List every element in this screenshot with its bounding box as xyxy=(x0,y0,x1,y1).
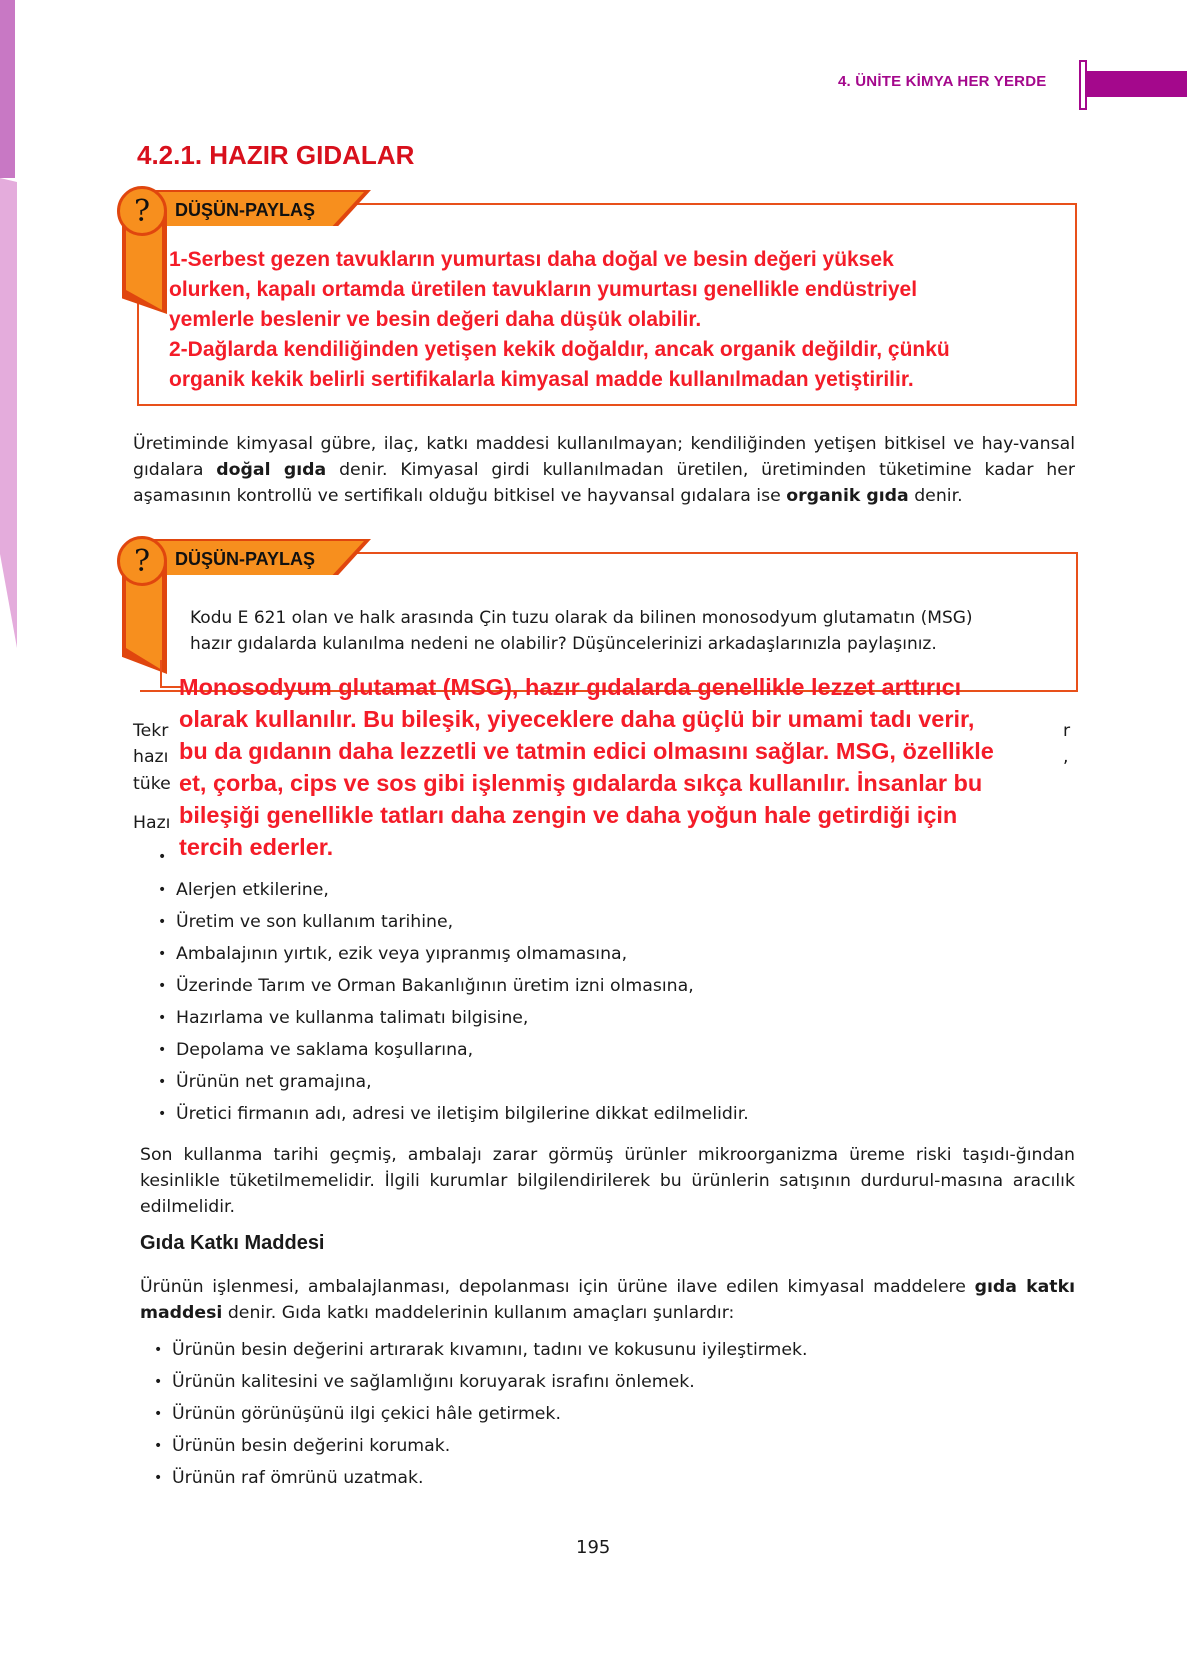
list-item: • Hazırlama ve kullanma talimatı bilgisine, xyxy=(156,1002,749,1034)
text: Ürünün işlenmesi, ambalajlanması, depolanması için ürüne ilave edilen kimyasal maddelere xyxy=(140,1277,975,1297)
list-item: • Üretim ve son kullanım tarihine, xyxy=(156,906,749,938)
think-share-label-2: DÜŞÜN-PAYLAŞ xyxy=(175,549,316,569)
list-item: • Üretici firmanın adı, adresi ve iletişim bilgilerine dikkat edilmelidir. xyxy=(156,1098,749,1130)
section-title: 4.2.1. HAZIR GIDALAR xyxy=(137,140,415,170)
paragraph-expired-products: Son kullanma tarihi geçmiş, ambalajı zarar görmüş ürünler mikroorganizma üreme riski taşıdı-ğından kesinlikle tüketilmemelidir. İlgili kurumlar bilgilendirilerek bu ürünlerin satışının durdurul-masına aracılık edilmelidir. xyxy=(140,1145,1075,1217)
side-decoration-dark xyxy=(0,0,15,178)
think-share-label-1: DÜŞÜN-PAYLAŞ xyxy=(175,200,316,220)
list-item: • Alerjen etkilerine, xyxy=(156,874,749,906)
additives-heading: Gıda Katkı Maddesi xyxy=(140,1232,325,1254)
unit-title: 4. ÜNİTE KİMYA HER YERDE xyxy=(838,73,1047,90)
answer-line: olurken, kapalı ortamda üretilen tavukların yumurtası genellikle endüstriyel xyxy=(169,278,918,301)
occluded-fragment: , xyxy=(1063,747,1069,767)
question-line: hazır gıdalarda kulanılma nedeni ne olabilir? Düşüncelerinizi arkadaşlarınızla paylaşınız. xyxy=(190,634,937,654)
text: denir. Gıda katkı maddelerinin kullanım amaçları şunlardır: xyxy=(222,1303,735,1323)
occluded-fragment: r xyxy=(1063,721,1071,741)
occluded-fragment: hazı xyxy=(133,747,169,767)
occluded-fragment: tüke xyxy=(133,774,171,794)
term-organic-food: organik gıda xyxy=(786,486,909,506)
think-share-answer-1 xyxy=(169,245,950,395)
list-item: • Ürünün net gramajına, xyxy=(156,1066,749,1098)
answer-line: 1-Serbest gezen tavukların yumurtası daha doğal ve besin değeri yüksek xyxy=(169,248,894,271)
occluded-fragment: Tekr xyxy=(133,721,169,741)
answer-line: Monosodyum glutamat (MSG), hazır gıdalarda genellikle lezzet arttırıcı xyxy=(179,674,962,700)
question-line: Kodu E 621 olan ve halk arasında Çin tuzu olarak da bilinen monosodyum glutamatın (MSG) xyxy=(190,608,973,628)
answer-line: bileşiği genellikle tatları daha zengin ve daha yoğun hale getirdiği için xyxy=(179,802,958,828)
paragraph-natural-organic xyxy=(133,431,1075,509)
text: Üretiminde kimyasal gübre, ilaç, katkı maddesi kullanılmayan; kendiliğinden yetişen bitkisel ve hay-vansal gıdalara xyxy=(133,434,1075,480)
list-item: • Ambalajının yırtık, ezik veya yıpranmış olmamasına, xyxy=(156,938,749,970)
occluded-fragment: Hazı xyxy=(133,813,171,833)
list-item: • Depolama ve saklama koşullarına, xyxy=(156,1034,749,1066)
list-item: • Ürünün görünüşünü ilgi çekici hâle getirmek. xyxy=(152,1398,808,1430)
list-item: • Üzerinde Tarım ve Orman Bakanlığının üretim izni olmasına, xyxy=(156,970,749,1002)
list-item: • Ürünün besin değerini artırarak kıvamını, tadını ve kokusunu iyileştirmek. xyxy=(152,1334,808,1366)
checklist xyxy=(156,846,749,1130)
term-natural-food: doğal gıda xyxy=(216,460,327,480)
text: denir. Kimyasal girdi kullanılmadan üretilen, üretiminden tüketimine kadar her aşamasının kontrollü ve sertifikalı olduğu bitkisel ve hayvansal gıdalara ise xyxy=(133,460,1075,506)
think-share-question-2 xyxy=(190,605,973,657)
additives-purposes-list xyxy=(152,1334,808,1494)
list-item xyxy=(156,846,749,874)
question-mark-icon: ? xyxy=(117,186,167,236)
list-item: • Ürünün raf ömrünü uzatmak. xyxy=(152,1462,808,1494)
side-decoration-light xyxy=(0,178,17,648)
page-number: 195 xyxy=(576,1537,611,1558)
question-mark-icon: ? xyxy=(117,536,167,586)
answer-line: olarak kullanılır. Bu bileşik, yiyeceklere daha güçlü bir umami tadı verir, xyxy=(179,706,975,732)
term-food-additive: gıda katkı maddesi xyxy=(140,1277,1075,1323)
think-share-answer-2 xyxy=(179,671,994,863)
box-left-line xyxy=(160,660,162,688)
text: denir. xyxy=(908,486,963,506)
answer-line: bu da gıdanın daha lezzetli ve tatmin edici olmasını sağlar. MSG, özellikle xyxy=(179,738,994,764)
answer-line: et, çorba, cips ve sos gibi işlenmiş gıdalarda sıkça kullanılır. İnsanlar bu xyxy=(179,770,983,796)
answer-line: tercih ederler. xyxy=(179,834,334,860)
unit-bar xyxy=(1086,71,1187,97)
answer-line: organik kekik belirli sertifikalarla kimyasal madde kullanılmadan yetiştirilir. xyxy=(169,368,914,391)
list-item: • Ürünün kalitesini ve sağlamlığını koruyarak israfını önlemek. xyxy=(152,1366,808,1398)
list-item: • Ürünün besin değerini korumak. xyxy=(152,1430,808,1462)
answer-line: 2-Dağlarda kendiliğinden yetişen kekik doğaldır, ancak organik değildir, çünkü xyxy=(169,338,950,361)
additives-paragraph xyxy=(140,1274,1075,1326)
answer-line: yemlerle beslenir ve besin değeri daha düşük olabilir. xyxy=(169,308,702,331)
